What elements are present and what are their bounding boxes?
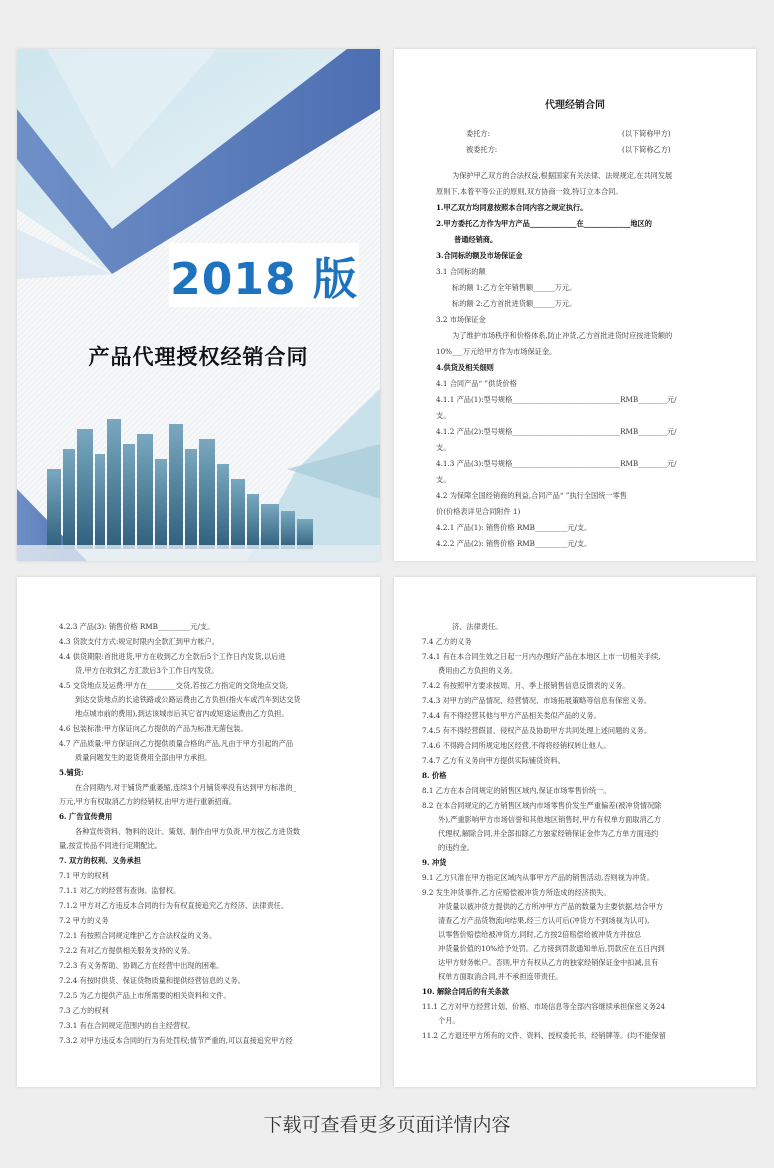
text-line: 地点城市前的费用),到达该城市后其它省内或短途运费由乙方负担。 (75, 709, 289, 718)
text-line: 冲货量价值的10%给予处罚。乙方接到罚款通知单后,罚款应在五日内到 (438, 944, 665, 953)
page-2-text (17, 577, 380, 1087)
text-line: 4.5 交货地点及运费:甲方在________交货,若按乙方指定的交货地点交货, (59, 681, 289, 690)
text-line: 7.2.5 为乙方提供产品上市所需要的相关资料和文件。 (59, 991, 231, 1000)
party-b-label: 被委托方: (466, 145, 498, 154)
text-line: 4.1.3 产品(3):型号规格______________________________RMB________元/ (436, 459, 677, 468)
text-line: 4.2.2 产品(2): 销售价格 RMB_________元/支。 (436, 539, 592, 548)
contract-page-3 (394, 577, 756, 1087)
contract-page-2 (17, 577, 380, 1087)
text-line: 11.2 乙方退还甲方所有的文件、资料、授权委托书、经销牌等。(均不能保留 (422, 1031, 666, 1040)
text-line: 7.4.7 乙方有义务向甲方提供实际铺货资料。 (422, 756, 565, 765)
text-line: 2.甲方委托乙方作为甲方产品_____________在_____________地区的 (436, 219, 652, 228)
text-line: 4.4 供货期限:首批进货,甲方在收到乙方全款后5个工作日内发货,以后进 (59, 652, 286, 661)
text-line: 为了维护市场秩序和价格体系,防止冲货,乙方首批进货时应按进货额的 (452, 331, 673, 340)
text-line: 清查乙方产品货物流向结果,经三方认可后(冲货方不到场视为认可), (438, 916, 650, 925)
text-line: 9.1 乙方只准在甲方指定区域内从事甲方产品的销售活动,否则视为冲货。 (422, 873, 654, 882)
text-line: 4.1 合同产品“ ”供货价格 (436, 379, 517, 388)
text-line: 4.7 产品质量:甲方保证向乙方提供质量合格的产品,凡由于甲方引起的产品 (59, 739, 294, 748)
text-line: 7.3 乙方的权利 (59, 1006, 109, 1015)
text-line: 外),严重影响甲方市场信誉和其他地区销售时,甲方有权单方面取消乙方 (438, 815, 662, 824)
text-line: 7.4.3 对甲方的产品情况、经营情况、市场拓展策略等信息有保密义务。 (422, 696, 652, 705)
party-a-label: 委托方: (466, 129, 490, 138)
text-line: 4.3 货款支付方式:规定时限内全款汇到甲方帐户。 (59, 637, 219, 646)
text-line: 5.铺货: (59, 768, 84, 777)
text-line: 权单方面取消合同,并不承担连带责任。 (438, 972, 563, 981)
text-line: 8.1 乙方在本合同规定的销售区域内,保证市场零售价统一。 (422, 786, 611, 795)
text-line: 8.2 在本合同规定的乙方销售区域内市场零售价发生严重偏差(被冲货情况除 (422, 801, 662, 810)
page-3-text (394, 577, 756, 1087)
text-line: 7.4.1 有在本合同生效之日起一月内办理好产品在本地区上市一切相关手续, (422, 652, 661, 661)
text-line: 4.2.3 产品(3): 销售价格 RMB_________元/支。 (59, 622, 215, 631)
text-line: 标的额 2:乙方首批进货额______万元。 (452, 299, 577, 308)
party-b-note: (以下简称乙方) (622, 145, 671, 154)
text-line: 4.2.1 产品(1): 销售价格 RMB_________元/支。 (436, 523, 592, 532)
text-line: 7.3.1 有在合同规定范围内的自主经营权。 (59, 1021, 195, 1030)
text-line: 4.6 包装标准:甲方保证向乙方提供的产品为标准无菌包装。 (59, 724, 248, 733)
cover-page (17, 49, 380, 561)
text-line: 7.4.5 有不得经营假冒、侵权产品及协助甲方共同处理上述问题的义务。 (422, 726, 652, 735)
text-line: 货,甲方在收到乙方汇款后3个工作日内发货。 (75, 666, 219, 675)
text-line: 3.1 合同标的额 (436, 267, 486, 276)
text-line: 的违约金。 (438, 843, 474, 852)
text-line: 支。 (436, 475, 451, 484)
text-line: 以零售价赔偿给被冲货方,同时,乙方按2倍赔偿给被冲货方并按总 (438, 930, 642, 939)
text-line: 4.供货及相关细则 (436, 363, 494, 372)
text-line: 在合同期内,对于铺货严重萎缩,连续3个月铺货率没有达到甲方标准的_ (75, 783, 297, 792)
text-line: 支。 (436, 443, 451, 452)
contract-page-1 (394, 49, 756, 561)
text-line: 9. 冲货 (422, 858, 447, 867)
cover-title: 产品代理授权经销合同 (88, 345, 309, 369)
text-line: 万元,甲方有权取消乙方的经销权,由甲方进行重新招商。 (59, 797, 237, 806)
text-line: 3.合同标的额及市场保证金 (436, 251, 523, 260)
party-a-note: (以下简称甲方) (622, 129, 671, 138)
cover-year: 2018 版 (170, 254, 358, 305)
text-line: 7.4.6 不得跨合同所规定地区经营,不得将经销权转让他人。 (422, 741, 611, 750)
text-line: 7.4 乙方的义务 (422, 637, 472, 646)
text-line: 代理权,解除合同,并全部扣除乙方独家经销保证金作为乙方单方面违约 (438, 829, 659, 838)
text-line: 7.3.2 对甲方违反本合同的行为有处罚权;情节严重的,可以直接追究甲方经 (59, 1036, 293, 1045)
text-line: 3.2 市场保证金 (436, 315, 486, 324)
text-line: 个月。 (438, 1016, 460, 1025)
text-line: 为保护甲乙双方的合法权益,根据国家有关法律、法规规定,在共同发展 (452, 171, 673, 180)
text-line: 4.1.1 产品(1):型号规格______________________________RMB________元/ (436, 395, 677, 404)
year-banner (169, 243, 359, 307)
text-line: 原则下,本着平等公正的原则,双方协商一致,特订立本合同。 (436, 187, 623, 196)
text-line: 济、法律责任。 (452, 622, 503, 631)
text-line: 6. 广告宣传费用 (59, 812, 113, 821)
page-1-text (394, 49, 756, 561)
text-line: 10%___万元给甲方作为市场保证金。 (436, 347, 557, 356)
text-line: 支。 (436, 411, 451, 420)
text-line: 到达交货地点的长途铁路或公路运费由乙方负担(指火车或汽车到达交货 (75, 695, 301, 704)
text-line: 7.2 甲方的义务 (59, 916, 109, 925)
text-line: 7.1.2 甲方对乙方违反本合同的行为有权直接追究乙方经济、法律责任。 (59, 901, 289, 910)
text-line: 量,按宣传品不同进行定期配比。 (59, 841, 162, 850)
text-line: 11.1 乙方对甲方经营计划、价格、市场信息等全部内容继续承担保密义务24 (422, 1002, 666, 1011)
text-line: 7.2.1 有按照合同规定维护乙方合法权益的义务。 (59, 931, 217, 940)
download-hint: 下载可查看更多页面详情内容 (263, 1114, 511, 1136)
text-line: 质量问题发生的退货费用全部由甲方承担。 (75, 753, 212, 762)
text-line: 标的额 1:乙方全年销售额______万元。 (452, 283, 577, 292)
contract-title: 代理经销合同 (545, 100, 605, 111)
text-line: 7. 双方的权利、义务承担 (59, 856, 141, 865)
text-line: 1.甲乙双方均同意按照本合同内容之规定执行。 (436, 203, 588, 212)
text-line: 价(价格表详见合同附件 1) (436, 507, 521, 516)
text-line: 7.2.2 有对乙方提供相关服务支持的义务。 (59, 946, 195, 955)
text-line: 冲货量以被冲货方提供的乙方所冲甲方产品的数量为主要依据,结合甲方 (438, 902, 664, 911)
text-line: 10. 解除合同后的有关条款 (422, 987, 509, 996)
text-line: 7.2.4 有按时供货、保证货物质量和提供经营信息的义务。 (59, 976, 245, 985)
text-line: 7.1.1 对乙方的经营有查询、监督权。 (59, 886, 181, 895)
text-line: 4.2 为保障全国经销商的利益,合同产品“ ”执行全国统一零售 (436, 491, 627, 500)
text-line: 达甲方财务帐户。否则,甲方有权从乙方的独家经销保证金中扣减,且有 (438, 958, 659, 967)
text-line: 8. 价格 (422, 771, 447, 780)
text-line: 7.4.4 有不得经营其他与甲方产品相关类似产品的义务。 (422, 711, 601, 720)
text-line: 7.1 甲方的权利 (59, 871, 109, 880)
text-line: 费用由乙方负担的义务。 (438, 666, 518, 675)
text-line: 7.4.2 有按照甲方要求按周、月、季上报销售信息反馈表的义务。 (422, 681, 630, 690)
text-line: 7.2.3 有义务帮助、协调乙方在经营中出现的困难。 (59, 961, 224, 970)
text-line: 普通经销商。 (454, 235, 498, 244)
text-line: 4.1.2 产品(2):型号规格______________________________RMB________元/ (436, 427, 677, 436)
text-line: 9.2 发生冲货事件,乙方应赔偿被冲货方所造成的经济损失。 (422, 888, 611, 897)
text-line: 各种宣传资料、物料的设计、策划、制作由甲方负责,甲方按乙方进货数 (75, 827, 301, 836)
